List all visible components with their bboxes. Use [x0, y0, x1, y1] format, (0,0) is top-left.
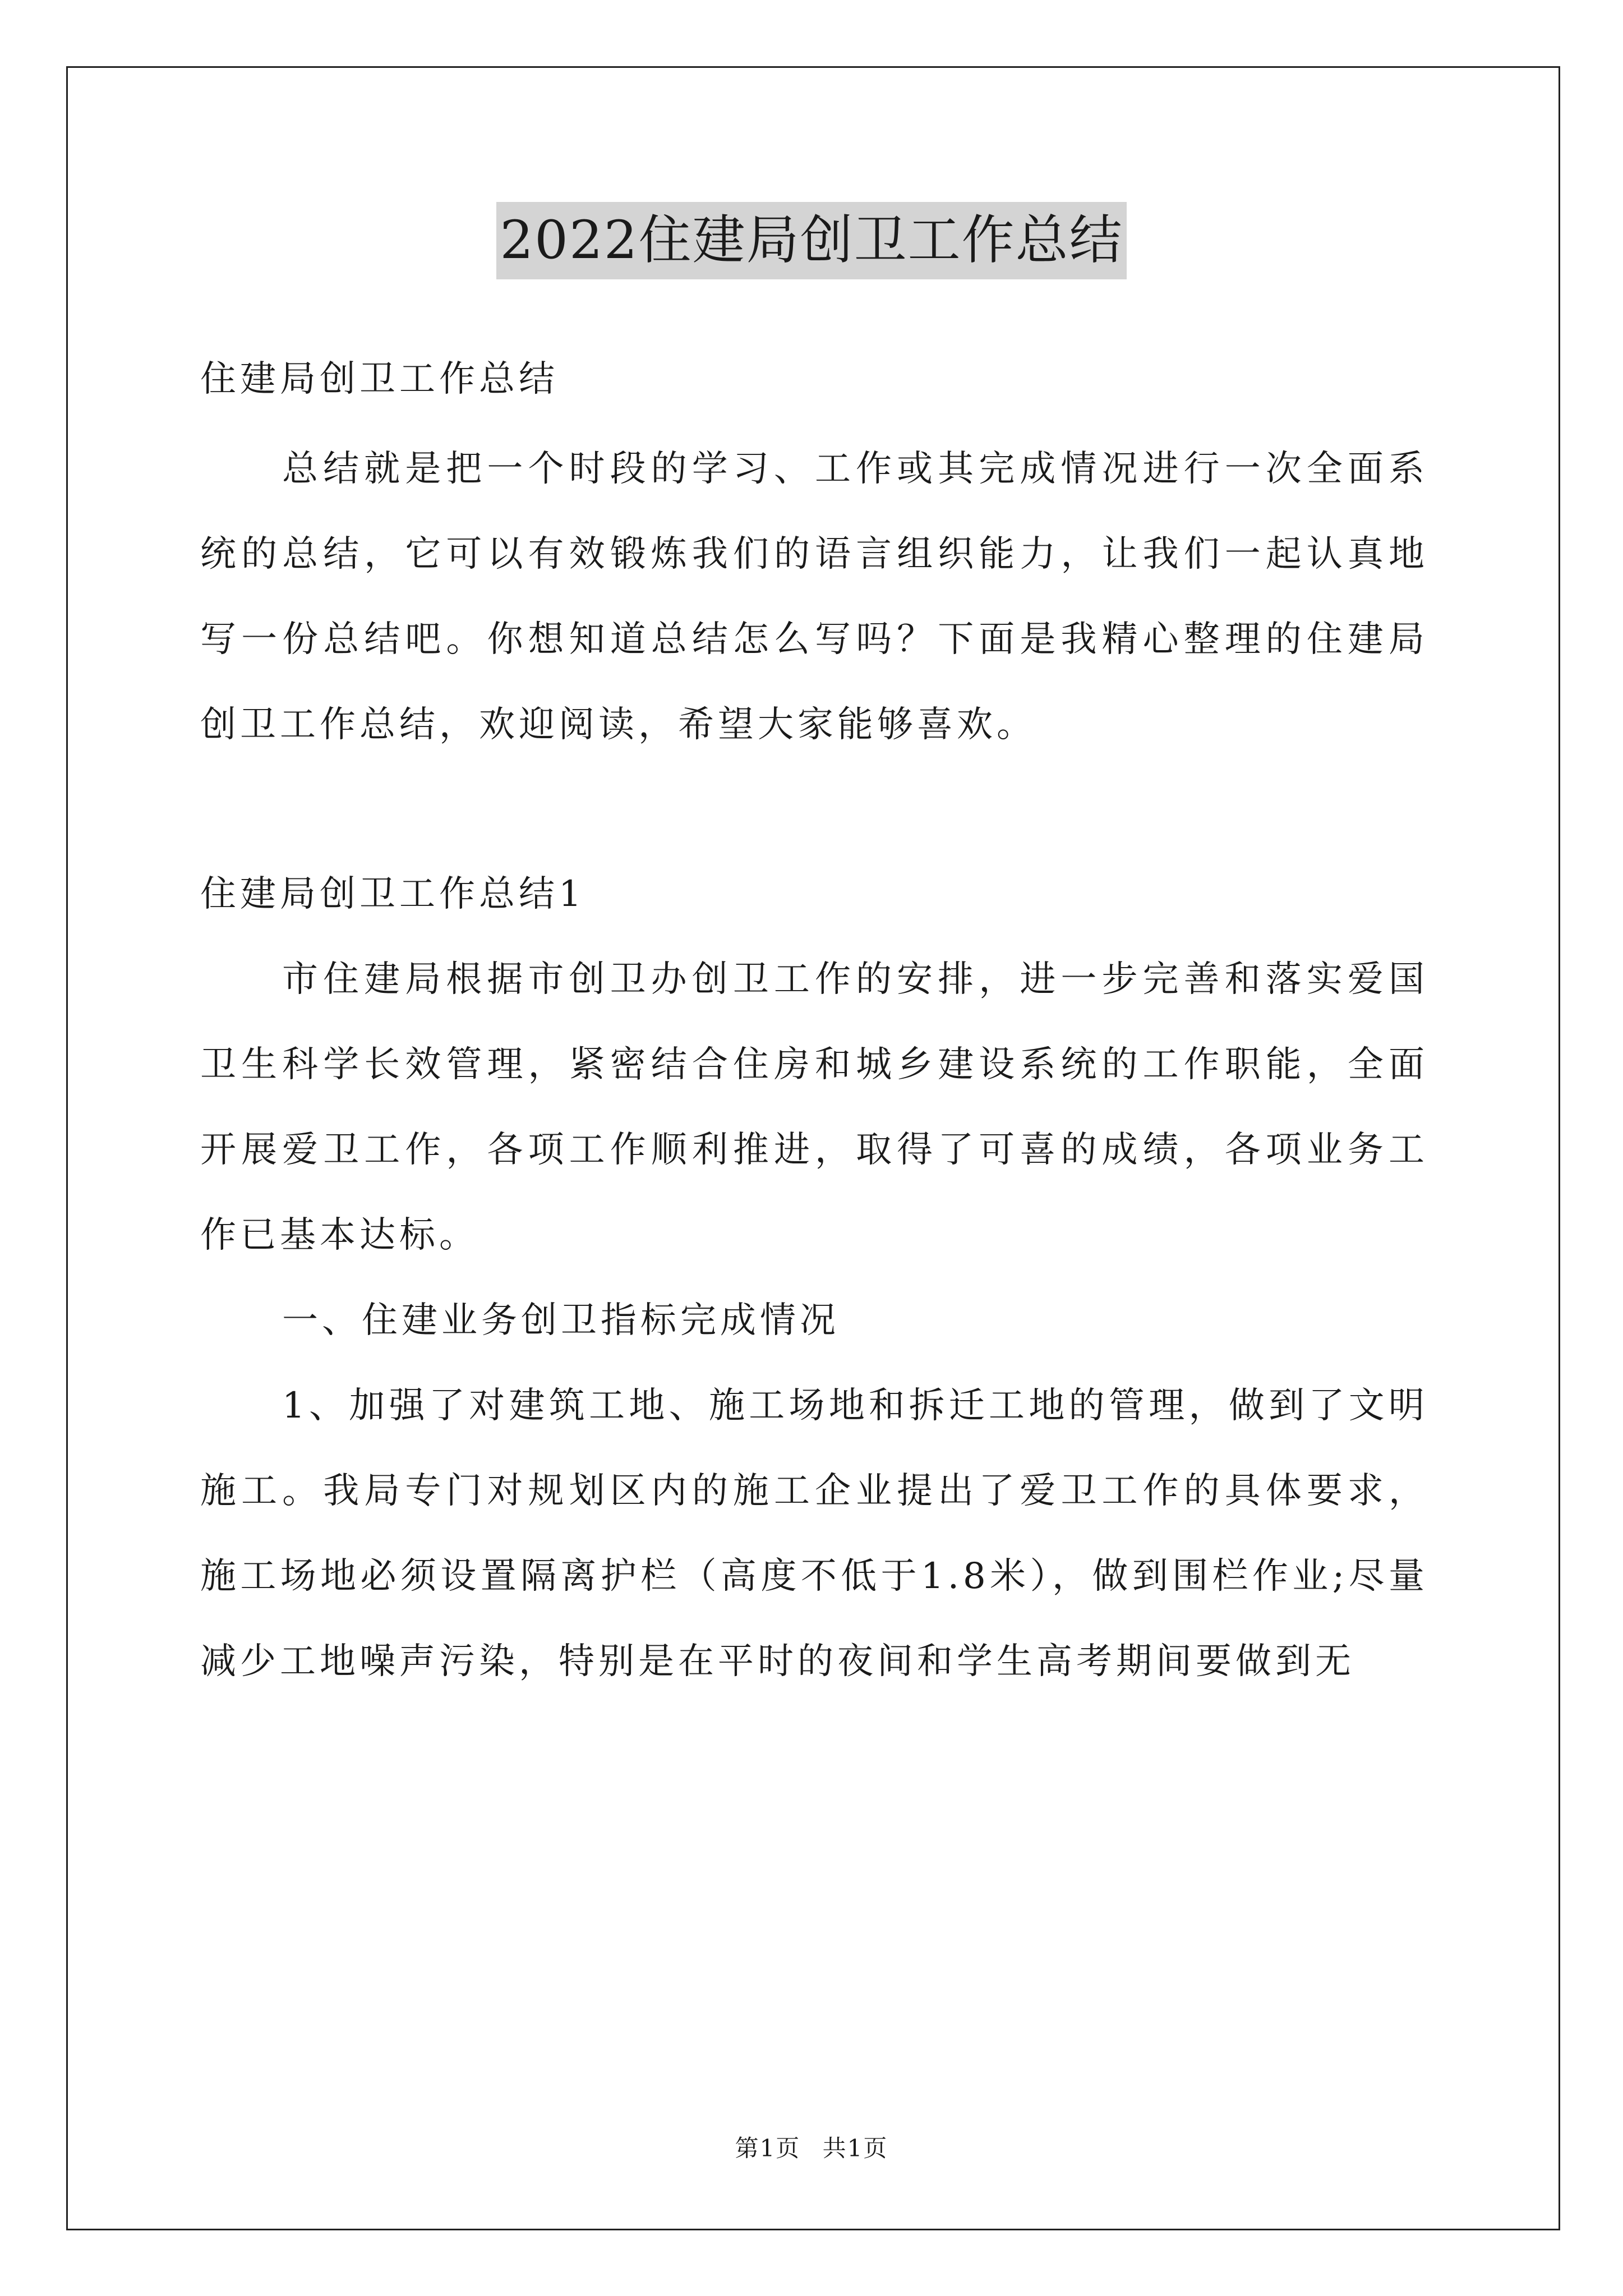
title-container — [0, 202, 1623, 279]
document-body — [200, 337, 1428, 1704]
page-total: 共1页 — [822, 2134, 888, 2162]
section-heading: 住建局创卫工作总结1 — [200, 873, 585, 915]
page-number: 第1页 — [735, 2134, 801, 2162]
page-footer — [0, 2132, 1623, 2165]
intro-paragraph: 总结就是把一个时段的学习、工作或其完成情况进行一次全面系统的总结，它可以有效锻炼我们的语言组织能力，让我们一起认真地写一份总结吧。你想知道总结怎么写吗？下面是我精心整理的住建局创卫工作总结，欢迎阅读，希望大家能够喜欢。 — [200, 448, 1428, 746]
document-subtitle: 住建局创卫工作总结 — [200, 358, 559, 400]
item-1-paragraph: 1、加强了对建筑工地、施工场地和拆迁工地的管理，做到了文明施工。我局专门对规划区内的施工企业提出了爱卫工作的具体要求，施工场地必须设置隔离护栏（高度不低于1.8米），做到围栏作业;尽量减少工地噪声污染，特别是在平时的夜间和学生高考期间要做到无 — [200, 1385, 1428, 1682]
section-paragraph: 市住建局根据市创卫办创卫工作的安排，进一步完善和落实爱国卫生科学长效管理，紧密结合住房和城乡建设系统的工作职能，全面开展爱卫工作，各项工作顺利推进，取得了可喜的成绩，各项业务工作已基本达标。 — [200, 959, 1428, 1256]
part-heading: 一、住建业务创卫指标完成情况 — [282, 1300, 840, 1341]
document-title: 2022住建局创卫工作总结 — [496, 202, 1126, 279]
